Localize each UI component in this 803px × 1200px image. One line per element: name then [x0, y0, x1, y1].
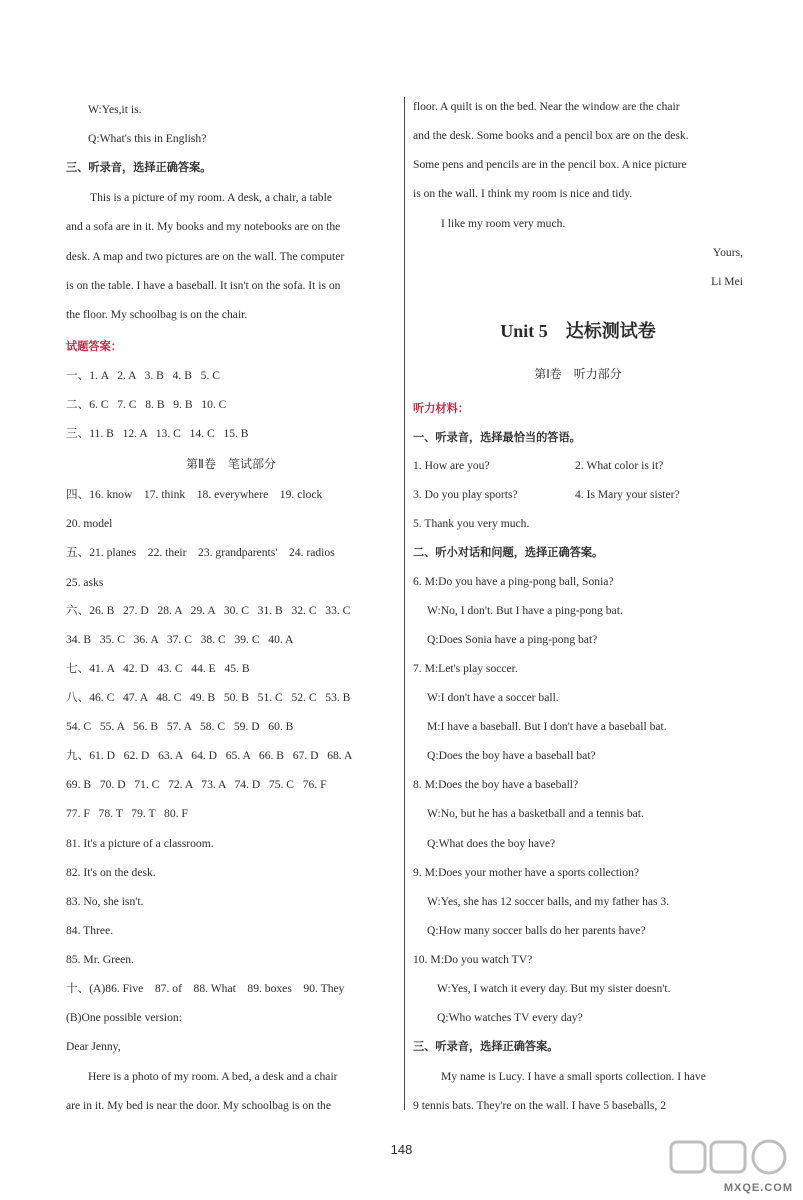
- left-line: 25. asks: [66, 576, 104, 589]
- left-line: 84. Three.: [66, 924, 114, 937]
- left-line: 七、41. A 42. D 43. C 44. E 45. B: [66, 662, 250, 675]
- left-line: 77. F 78. T 79. T 80. F: [66, 807, 188, 820]
- right-line: and the desk. Some books and a pencil box are on the desk.: [413, 129, 689, 142]
- left-line: Q:What's this in English?: [88, 132, 207, 145]
- left-line: This is a picture of my room. A desk, a chair, a table: [90, 191, 332, 204]
- left-line: 试题答案：: [66, 340, 122, 353]
- watermark-text: MXQE.COM: [723, 1182, 793, 1194]
- left-line: 六、26. B 27. D 28. A 29. A 30. C 31. B 32. C 33. C: [66, 604, 351, 617]
- section2-title: 第Ⅱ卷 笔试部分: [186, 457, 276, 471]
- right-line: 4. Is Mary your sister?: [575, 488, 680, 501]
- left-line: 四、16. know 17. think 18. everywhere 19. clock: [66, 488, 323, 501]
- left-line: 85. Mr. Green.: [66, 953, 134, 966]
- right-line: 二、听小对话和问题，选择正确答案。: [413, 546, 604, 559]
- page-number: 148: [390, 1142, 413, 1157]
- column-divider: [404, 97, 405, 1110]
- right-line: Q:Does Sonia have a ping-pong bat?: [427, 633, 598, 646]
- right-line: Q:What does the boy have?: [427, 837, 556, 850]
- letter-signature: Li Mei: [711, 275, 743, 288]
- unit-title: Unit 5 达标测试卷: [500, 321, 656, 341]
- right-line: 一、听录音，选择最恰当的答语。: [413, 431, 581, 444]
- right-line: Q:How many soccer balls do her parents have?: [427, 924, 646, 937]
- right-line: 7. M:Let's play soccer.: [413, 662, 518, 675]
- left-line: 五、21. planes 22. their 23. grandparents' 24. radios: [66, 546, 335, 559]
- left-line: 九、61. D 62. D 63. A 64. D 65. A 66. B 67. D 68. A: [66, 749, 353, 762]
- right-line: W:I don't have a soccer ball.: [427, 691, 559, 704]
- left-line: is on the table. I have a baseball. It isn't on the sofa. It is on: [66, 279, 341, 292]
- right-line: floor. A quilt is on the bed. Near the window are the chair: [413, 100, 680, 113]
- right-line: W:No, but he has a basketball and a tennis bat.: [427, 807, 644, 820]
- right-line: 8. M:Does the boy have a baseball?: [413, 778, 579, 791]
- left-line: Dear Jenny,: [66, 1040, 121, 1053]
- right-line: 9. M:Does your mother have a sports collection?: [413, 866, 640, 879]
- left-line: desk. A map and two pictures are on the wall. The computer: [66, 250, 345, 263]
- left-line: 69. B 70. D 71. C 72. A 73. A 74. D 75. C 76. F: [66, 778, 327, 791]
- right-line: Some pens and pencils are in the pencil box. A nice picture: [413, 158, 687, 171]
- letter-closing: Yours,: [712, 246, 743, 259]
- left-line: 三、11. B 12. A 13. C 14. C 15. B: [66, 427, 249, 440]
- left-line: 54. C 55. A 56. B 57. A 58. C 59. D 60. B: [66, 720, 294, 733]
- right-line: M:I have a baseball. But I don't have a baseball bat.: [427, 720, 667, 733]
- right-line: I like my room very much.: [441, 217, 566, 230]
- left-line: 一、1. A 2. A 3. B 4. B 5. C: [66, 369, 220, 382]
- right-line: 9 tennis bats. They're on the wall. I have 5 baseballs, 2: [413, 1099, 667, 1112]
- right-line: 1. How are you?: [413, 459, 490, 472]
- right-line: W:Yes, she has 12 soccer balls, and my father has 3.: [427, 895, 670, 908]
- right-line: 三、听录音，选择正确答案。: [413, 1040, 559, 1053]
- left-line: the floor. My schoolbag is on the chair.: [66, 308, 248, 321]
- right-line: 2. What color is it?: [575, 459, 664, 472]
- right-line: 听力材料：: [413, 402, 469, 415]
- left-line: 34. B 35. C 36. A 37. C 38. C 39. C 40. A: [66, 633, 294, 646]
- left-line: 20. model: [66, 517, 113, 530]
- right-line: W:No, I don't. But I have a ping-pong bat.: [427, 604, 623, 617]
- right-line: Q:Who watches TV every day?: [437, 1011, 583, 1024]
- left-line: 83. No, she isn't.: [66, 895, 144, 908]
- right-line: My name is Lucy. I have a small sports collection. I have: [441, 1070, 706, 1083]
- left-line: 81. It's a picture of a classroom.: [66, 837, 214, 850]
- section1-title: 第Ⅰ卷 听力部分: [534, 367, 622, 381]
- left-line: are in it. My bed is near the door. My schoolbag is on the: [66, 1099, 331, 1112]
- right-line: 3. Do you play sports?: [413, 488, 518, 501]
- left-line: 二、6. C 7. C 8. B 9. B 10. C: [66, 398, 227, 411]
- left-line: and a sofa are in it. My books and my notebooks are on the: [66, 220, 341, 233]
- right-line: 5. Thank you very much.: [413, 517, 530, 530]
- right-line: W:Yes, I watch it every day. But my sister doesn't.: [437, 982, 671, 995]
- left-line: (B)One possible version:: [66, 1011, 182, 1024]
- right-line: 6. M:Do you have a ping-pong ball, Sonia?: [413, 575, 614, 588]
- right-line: is on the wall. I think my room is nice and tidy.: [413, 187, 633, 200]
- right-line: Q:Does the boy have a baseball bat?: [427, 749, 596, 762]
- right-line: 10. M:Do you watch TV?: [413, 953, 533, 966]
- left-line: W:Yes,it is.: [88, 103, 142, 116]
- left-line: 82. It's on the desk.: [66, 866, 156, 879]
- left-line: 十、(A)86. Five 87. of 88. What 89. boxes 90. They: [66, 982, 345, 995]
- left-line: 八、46. C 47. A 48. C 49. B 50. B 51. C 52. C 53. B: [66, 691, 351, 704]
- left-line: Here is a photo of my room. A bed, a desk and a chair: [88, 1070, 338, 1083]
- left-line: 三、听录音，选择正确答案。: [66, 161, 212, 174]
